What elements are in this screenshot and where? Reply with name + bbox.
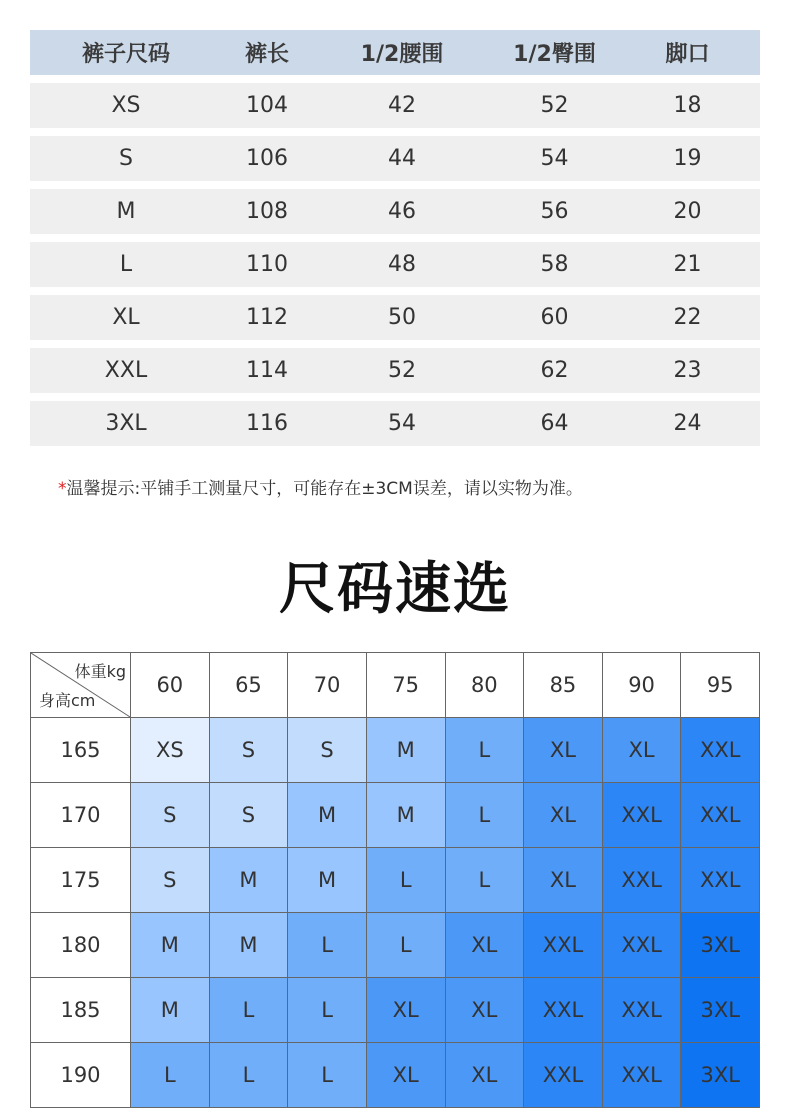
recommended-size-cell: M [131,913,210,978]
size-table-row [30,348,760,393]
corner-cell [31,653,131,718]
recommended-size-cell: M [288,783,367,848]
height-header-cell: 190 [31,1043,131,1108]
height-header-cell: 170 [31,783,131,848]
weight-header-cell: 85 [524,653,603,718]
cell-waist: 50 [388,305,416,330]
size-table [30,30,760,454]
weight-header-cell: 95 [681,653,760,718]
recommended-size-cell: S [288,718,367,783]
cell-length: 112 [246,305,288,330]
recommended-size-cell: XL [445,913,524,978]
size-table-row [30,83,760,128]
cell-hip: 54 [540,146,569,171]
cell-length: 108 [246,199,288,224]
recommended-size-cell: L [288,1043,367,1108]
weight-header-cell: 90 [602,653,681,718]
recommended-size-cell: XXL [524,978,603,1043]
cell-waist: 52 [388,358,416,383]
cell-size: XL [112,305,140,330]
cell-leg-opening: 18 [673,93,702,118]
recommended-size-cell: XL [602,718,681,783]
height-header-cell: 165 [31,718,131,783]
cell-length: 114 [246,358,288,383]
recommended-size-cell: L [366,913,445,978]
size-picker-grid [30,652,760,1108]
weight-header-cell: 80 [445,653,524,718]
cell-leg-opening: 20 [673,199,702,224]
height-axis-label: 身高cm [39,691,96,710]
cell-leg-opening: 19 [673,146,702,171]
size-table-row [30,401,760,446]
recommended-size-cell: XL [366,978,445,1043]
cell-length: 106 [246,146,288,171]
cell-leg-opening: 24 [673,411,702,436]
recommended-size-cell: M [209,848,288,913]
height-row [31,783,760,848]
section-title: 尺码速选 [279,557,511,622]
cell-leg-opening: 23 [673,358,702,383]
recommended-size-cell: M [209,913,288,978]
cell-size: S [119,146,133,171]
recommended-size-cell: XL [445,978,524,1043]
recommended-size-cell: L [288,978,367,1043]
note-star: * [58,479,67,499]
recommended-size-cell: XXL [602,848,681,913]
recommended-size-cell: S [209,718,288,783]
cell-waist: 54 [388,411,416,436]
size-table-row [30,189,760,234]
recommended-size-cell: M [366,718,445,783]
cell-length: 104 [246,93,288,118]
recommended-size-cell: XL [524,783,603,848]
cell-hip: 56 [540,199,569,224]
recommended-size-cell: M [131,978,210,1043]
cell-size: XS [111,93,141,118]
cell-leg-opening: 22 [673,305,702,330]
weight-header-cell: 65 [209,653,288,718]
height-row [31,978,760,1043]
recommended-size-cell: M [366,783,445,848]
cell-hip: 64 [540,411,569,436]
weight-header-row [31,653,760,718]
recommended-size-cell: S [131,783,210,848]
recommended-size-cell: L [445,848,524,913]
cell-hip: 58 [540,252,569,277]
cell-hip: 60 [540,305,569,330]
height-header-cell: 175 [31,848,131,913]
recommended-size-cell: XXL [602,978,681,1043]
header-length: 裤长 [244,42,289,67]
recommended-size-cell: XXL [602,1043,681,1108]
weight-header-cell: 70 [288,653,367,718]
size-table-row [30,242,760,287]
height-row [31,848,760,913]
recommended-size-cell: L [288,913,367,978]
recommended-size-cell: S [131,848,210,913]
recommended-size-cell: XXL [681,783,760,848]
height-row [31,1043,760,1108]
cell-hip: 52 [540,93,569,118]
cell-waist: 46 [388,199,416,224]
recommended-size-cell: XS [131,718,210,783]
recommended-size-cell: M [288,848,367,913]
recommended-size-cell: XL [524,718,603,783]
recommended-size-cell: XXL [602,783,681,848]
recommended-size-cell: XL [366,1043,445,1108]
recommended-size-cell: XXL [524,913,603,978]
weight-header-cell: 60 [131,653,210,718]
cell-waist: 42 [388,93,416,118]
recommended-size-cell: L [445,718,524,783]
recommended-size-cell: XL [445,1043,524,1108]
cell-size: L [119,252,133,277]
height-row [31,718,760,783]
recommended-size-cell: L [366,848,445,913]
recommended-size-cell: XXL [681,848,760,913]
cell-length: 110 [246,252,288,277]
cell-leg-opening: 21 [673,252,702,277]
recommended-size-cell: 3XL [681,913,760,978]
weight-header-cell: 75 [366,653,445,718]
weight-axis-label: 体重kg [74,662,126,681]
header-size: 裤子尺码 [81,42,170,67]
header-waist: 1/2腰围 [360,42,444,67]
header-hip: 1/2臀围 [513,42,596,67]
recommended-size-cell: L [445,783,524,848]
recommended-size-cell: L [209,978,288,1043]
recommended-size-cell: XXL [681,718,760,783]
cell-size: XXL [104,358,148,383]
cell-size: M [116,199,136,224]
recommended-size-cell: S [209,783,288,848]
recommended-size-cell: L [209,1043,288,1108]
height-header-cell: 180 [31,913,131,978]
cell-waist: 44 [388,146,416,171]
recommended-size-cell: XXL [524,1043,603,1108]
recommended-size-cell: XXL [602,913,681,978]
cell-hip: 62 [540,358,569,383]
size-table-header [30,30,760,75]
size-table-row [30,295,760,340]
recommended-size-cell: 3XL [681,978,760,1043]
cell-waist: 48 [388,252,416,277]
cell-length: 116 [246,411,288,436]
height-row [31,913,760,978]
measurement-note [58,474,583,499]
header-leg-opening: 脚口 [665,42,710,67]
recommended-size-cell: XL [524,848,603,913]
cell-size: 3XL [105,411,147,436]
height-header-cell: 185 [31,978,131,1043]
note-text: 温馨提示:平铺手工测量尺寸，可能存在±3CM误差，请以实物为准。 [66,479,583,499]
recommended-size-cell: 3XL [681,1043,760,1108]
recommended-size-cell: L [131,1043,210,1108]
size-table-row [30,136,760,181]
